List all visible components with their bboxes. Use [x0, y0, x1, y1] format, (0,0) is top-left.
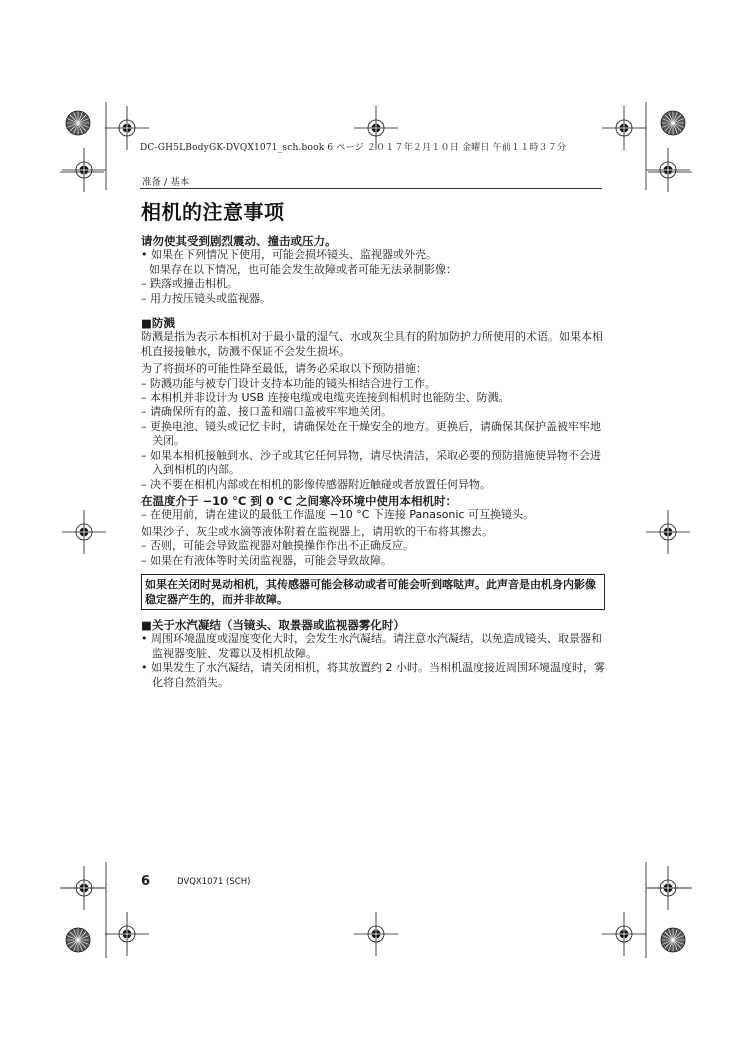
condensation-item: • 周围环境温度或湿度变化大时，会发生水汽凝结。请注意水汽凝结，以免造成镜头、取景器和监视器变脏、发霉以及相机故障。 — [141, 632, 602, 660]
impact-heading: 请勿使其受到剧烈震动、撞击或压力。 — [141, 234, 337, 248]
impact-bullet: • 如果在下列情况下使用，可能会损坏镜头、监视器或外壳。 — [141, 248, 437, 262]
splash-item: – 如果本相机接触到水、沙子或其它任何异物，请尽快清洁，采取必要的预防措施使异物不会进入到相机的内部。 — [141, 448, 601, 477]
splash-item: – 决不要在相机内部或在相机的影像传感器附近触碰或者放置任何异物。 — [141, 477, 491, 491]
print-file-info: DC-GH5LBodyGK-DVQX1071_sch.book 6 ページ ２０１７年２月１０日 金曜日 午前１１時３７分 — [140, 143, 567, 153]
impact-item: – 用力按压镜头或监视器。 — [141, 291, 271, 305]
cold-item: – 在使用前，请在建议的最低工作温度 −10 °C 下连接 Panasonic 可互换镜头。 — [141, 508, 535, 522]
condensation-heading: ■关于水汽凝结（当镜头、取景器或监视器雾化时） — [141, 617, 405, 632]
impact-item: – 跌落或撞击相机。 — [141, 277, 238, 291]
splash-item: – 本相机并非设计为 USB 连接电缆或电缆夹连接到相机时也能防尘、防溅。 — [141, 391, 510, 405]
page-title: 相机的注意事项 — [141, 200, 285, 224]
page-content — [141, 232, 605, 690]
document-code: DVQX1071 (SCH) — [177, 877, 251, 887]
splash-paragraph: 为了将损坏的可能性降至最低，请务必采取以下预防措施： — [141, 362, 427, 376]
notice-box: 如果在关闭时晃动相机，其传感器可能会移动或者可能会听到喀哒声。此声音是由机身内影像稳定器产生的，而并非故障。 — [141, 574, 605, 610]
header-divider — [140, 188, 602, 189]
condensation-item: • 如果发生了水汽凝结，请关闭相机，将其放置约 2 小时。当相机温度接近周围环境温度时，雾化将自然消失。 — [141, 661, 605, 689]
splash-paragraph: 防溅是指为表示本相机对于最小量的湿气、水或灰尘具有的附加防护力所使用的术语。如果本相机直接接触水，防溅不保证不会发生损坏。 — [141, 330, 603, 358]
breadcrumb: 准备 / 基本 — [142, 177, 190, 188]
page-number: 6 — [141, 874, 151, 889]
cold-heading: 在温度介于 −10 °C 到 0 °C 之间寒冷环境中使用本相机时： — [141, 493, 458, 508]
cold-item: – 如果在有液体等时关闭监视器，可能会导致故障。 — [141, 553, 392, 567]
impact-line: 如果存在以下情况，也可能会发生故障或者可能无法录制影像： — [149, 262, 457, 276]
splash-item: – 更换电池、镜头或记忆卡时，请确保处在干燥安全的地方。更换后，请确保其保护盖被牢牢地关闭。 — [141, 419, 601, 448]
cold-paragraph: 如果沙子、灰尘或水滴等液体附着在监视器上，请用软的干布将其擦去。 — [141, 524, 493, 538]
splash-item: – 防溅功能与被专门设计支持本功能的镜头相结合进行工作。 — [141, 376, 436, 390]
splash-item: – 请确保所有的盖、接口盖和端口盖被牢牢地关闭。 — [141, 405, 392, 419]
cold-item: – 否则，可能会导致监视器对触摸操作作出不正确反应。 — [141, 539, 414, 553]
splash-heading: ■防溅 — [141, 316, 175, 331]
